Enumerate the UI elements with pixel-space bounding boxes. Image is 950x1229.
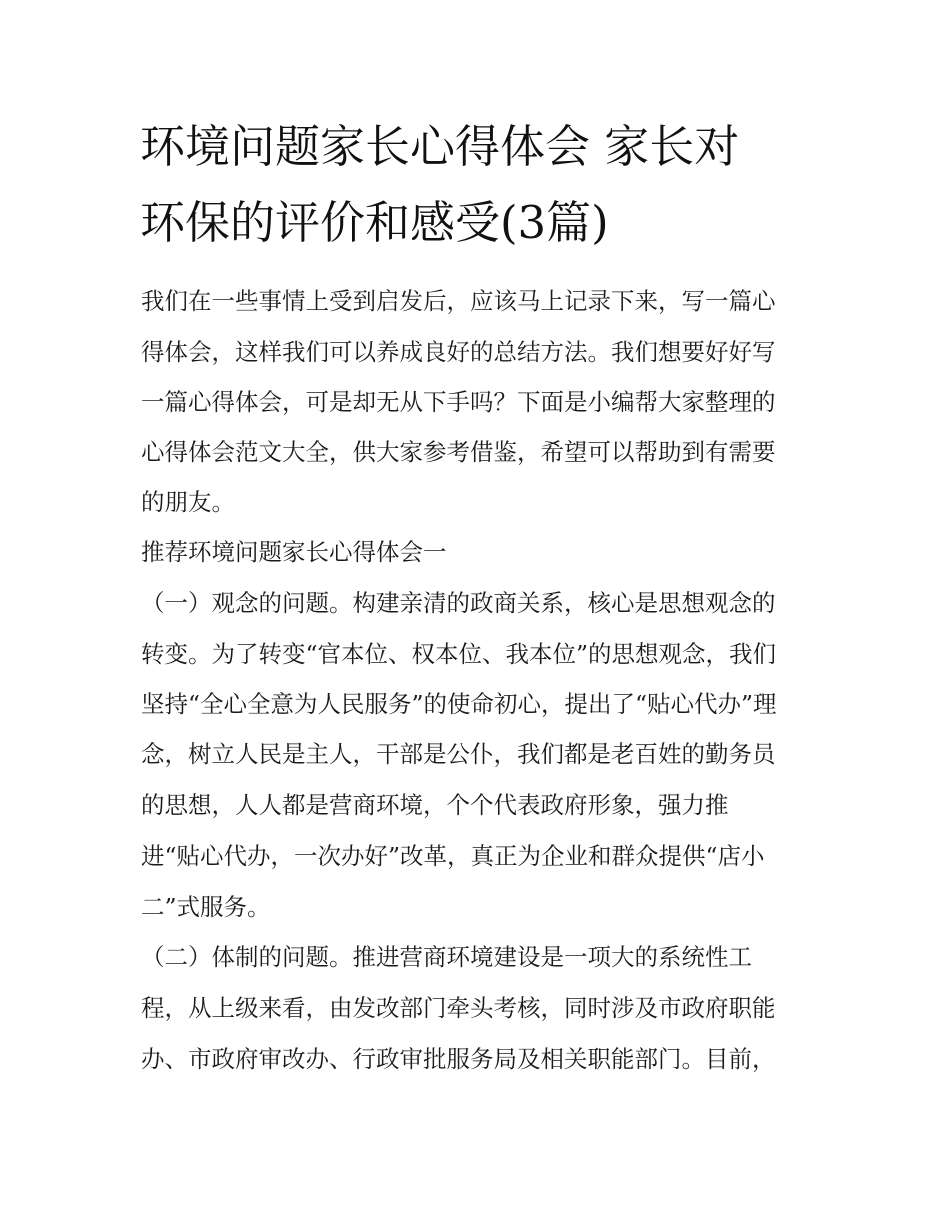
body-text-line: 我们在一些事情上受到启发后，应该马上记录下来，写一篇心 (141, 287, 776, 315)
body-text-line: 办、市政府审改办、行政审批服务局及相关职能部门。目前， (141, 1045, 776, 1073)
body-text-line: （一）观念的问题。构建亲清的政商关系，核心是思想观念的 (141, 589, 776, 617)
body-text-line: 的朋友。 (141, 488, 235, 516)
body-text-line: 一篇心得体会，可是却无从下手吗？下面是小编帮大家整理的 (141, 388, 776, 416)
section-heading: 推荐环境问题家长心得体会一 (141, 538, 447, 566)
body-text-line: 转变。为了转变“官本位、权本位、我本位”的思想观念，我们 (141, 640, 777, 668)
body-text-line: 坚持“全心全意为人民服务”的使命初心，提出了“贴心代办”理 (141, 690, 777, 718)
body-text-line: 心得体会范文大全，供大家参考借鉴，希望可以帮助到有需要 (141, 438, 776, 466)
document-title-line-1: 环境问题家长心得体会 家长对 (140, 120, 740, 173)
body-text-line: 的思想，人人都是营商环境，个个代表政府形象，强力推 (141, 791, 729, 819)
document-title-line-2: 环保的评价和感受(3篇) (140, 196, 609, 249)
body-text-line: 进“贴心代办，一次办好”改革，真正为企业和群众提供“店小 (141, 842, 765, 870)
body-text-line: （二）体制的问题。推进营商环境建设是一项大的系统性工 (141, 943, 752, 971)
body-text-line: 得体会，这样我们可以养成良好的总结方法。我们想要好好写 (141, 338, 776, 366)
body-text-line: 二”式服务。 (141, 893, 271, 921)
body-text-line: 念，树立人民是主人，干部是公仆，我们都是老百姓的勤务员 (141, 740, 776, 768)
body-text-line: 程，从上级来看，由发改部门牵头考核，同时涉及市政府职能 (141, 994, 776, 1022)
